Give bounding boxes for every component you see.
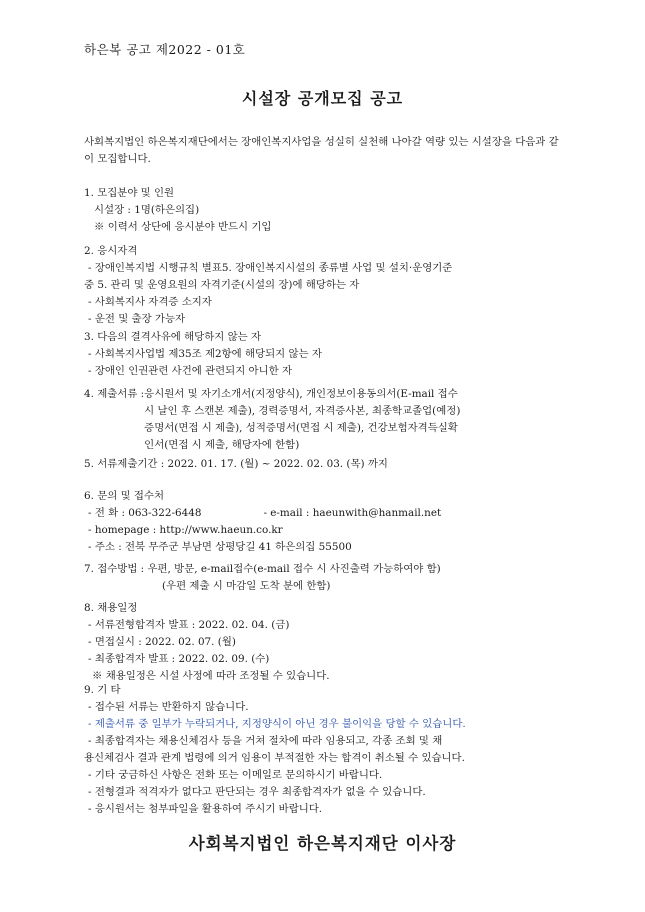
section-heading: 1. 모집분야 및 인원 <box>84 187 175 199</box>
section-heading: 3. 다음의 결격사유에 해당하지 않는 자 <box>84 331 261 343</box>
contact-row <box>84 505 584 522</box>
section-line: 시 날인 후 스캔본 제출), 경력증명서, 자격증사본, 최종학교졸업(예정) <box>144 405 461 417</box>
intro-paragraph: 사회복지법인 하은복지재단에서는 장애인복지사업을 성실히 실천해 나아갈 역량 있는 시설장을 다음과 같이 모집합니다. <box>84 136 559 165</box>
submission-period: 5. 서류제출기간 : 2022. 01. 17. (월) ~ 2022. 02. 03. (목) 까지 <box>84 458 388 470</box>
section-line-highlight: - 제출서류 중 일부가 누락되거나, 지정양식이 아닌 경우 불이익을 당할 수 있습니다. <box>88 718 466 730</box>
section-line: (우편 제출 시 마감일 도착 분에 한함) <box>162 580 331 592</box>
section-line: 인서(면접 시 제출, 해당자에 한함) <box>144 439 300 451</box>
section-line: - 최종합격자는 채용신체검사 등을 거쳐 절차에 따라 임용되고, 각종 조회 및 채 <box>88 735 443 747</box>
section-line: - 사회복지사 자격증 소지자 <box>88 296 212 308</box>
section-line: - 서류전형합격자 발표 : 2022. 02. 04. (금) <box>88 619 290 631</box>
section-heading: 8. 채용일정 <box>84 602 138 614</box>
notice-number: 하은복 공고 제2022 - 01호 <box>84 42 246 57</box>
section-disqualifications <box>84 329 584 380</box>
section-line: 시설장 : 1명(하은의집) <box>94 204 200 216</box>
section-line: - 장애인 인권관련 사건에 관련되지 아니한 자 <box>88 365 292 377</box>
contact-email: - e-mail : haeunwith@hanmail.net <box>263 507 442 519</box>
contact-address: - 주소 : 전북 무주군 부남면 상평당길 41 하은의집 55500 <box>88 541 352 553</box>
section-application-method <box>84 561 584 595</box>
page-title: 시설장 공개모집 공고 <box>241 89 404 108</box>
section-heading: 2. 응시자격 <box>84 245 138 257</box>
section-line: 증명서(면접 시 제출), 성적증명서(면접 시 제출), 건강보험자격득실확 <box>144 422 458 434</box>
section-line: - 사회복지사업법 제35조 제2항에 해당되지 않는 자 <box>88 348 322 360</box>
section-line: - 접수된 서류는 반환하지 않습니다. <box>88 701 249 713</box>
section-line: ※ 채용일정은 시설 사정에 따라 조정될 수 있습니다. <box>92 670 330 682</box>
section-heading: 9. 기 타 <box>84 684 121 696</box>
section-line: - 응시원서는 첨부파일을 활용하여 주시기 바랍니다. <box>88 803 323 815</box>
section-line: ※ 이력서 상단에 응시분야 반드시 기입 <box>94 221 272 233</box>
section-documents <box>84 386 584 454</box>
section-qualifications <box>84 243 584 328</box>
section-line: - 장애인복지법 시행규칙 별표5. 장애인복지시설의 종류별 사업 및 설치·운영기준 <box>88 262 453 274</box>
section-others <box>84 682 584 818</box>
section-line: - 기타 궁금하신 사항은 전화 또는 이메일로 문의하시기 바랍니다. <box>88 769 383 781</box>
issuer-signature: 사회복지법인 하은복지재단 이사장 <box>188 834 457 853</box>
section-contact <box>84 488 584 556</box>
section-line: - 면접실시 : 2022. 02. 07. (월) <box>88 636 236 648</box>
section-submission-period <box>84 456 584 473</box>
section-line: - 전형결과 적격자가 없다고 판단되는 경우 최종합격자가 없을 수 있습니다. <box>88 786 426 798</box>
section-heading: 4. 제출서류 : <box>84 388 145 400</box>
documents-block <box>84 386 584 454</box>
section-recruitment-field <box>84 185 584 236</box>
documents-list <box>144 386 460 454</box>
section-schedule <box>84 600 584 685</box>
section-line: 용신체검사 결과 관계 법령에 의거 임용이 부적절한 자는 합격이 취소될 수 있습니다. <box>84 752 465 764</box>
section-line: 응시원서 및 자기소개서(지정양식), 개인정보이용동의서(E-mail 접수 <box>144 388 458 400</box>
section-line: - 운전 및 출장 가능자 <box>88 313 186 325</box>
section-line: 중 5. 관리 및 운영요원의 자격기준(시설의 장)에 해당하는 자 <box>84 279 360 291</box>
contact-homepage: - homepage : http://www.haeun.co.kr <box>88 524 283 536</box>
section-line: - 최종합격자 발표 : 2022. 02. 09. (수) <box>88 653 270 665</box>
contact-phone: - 전 화 : 063-322-6448 <box>88 507 202 519</box>
section-heading: 6. 문의 및 접수처 <box>84 490 165 502</box>
section-line: 7. 접수방법 : 우편, 방문, e-mail접수(e-mail 접수 시 사진출력 가능하여야 함) <box>84 563 441 575</box>
